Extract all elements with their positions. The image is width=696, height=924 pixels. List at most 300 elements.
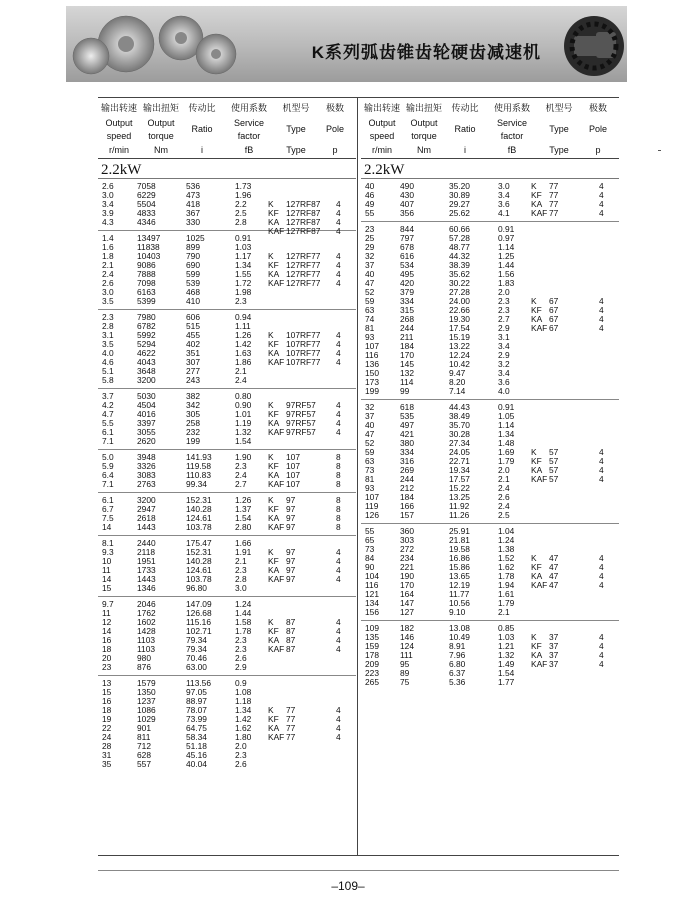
- model-size: 77: [286, 705, 296, 715]
- model-line: [361, 651, 619, 660]
- output-torque: 7980: [137, 312, 156, 322]
- model-series: KA: [268, 217, 280, 227]
- header-cn: 输出转速: [100, 103, 137, 113]
- service-factor: 0.80: [235, 391, 252, 401]
- model-size: 67: [549, 314, 559, 324]
- model-series: K: [268, 400, 274, 410]
- output-torque: 490: [400, 181, 414, 191]
- service-factor: 2.3: [235, 644, 247, 654]
- output-torque: 10403: [137, 251, 161, 261]
- service-factor: 1.79: [498, 456, 515, 466]
- service-factor: 1.24: [498, 535, 515, 545]
- output-torque: 5030: [137, 391, 156, 401]
- pole-count: 4: [599, 659, 604, 669]
- service-factor: 1.73: [235, 181, 252, 191]
- service-factor: 1.14: [498, 420, 515, 430]
- model-line: [361, 182, 619, 191]
- model-series: KAF: [268, 226, 285, 236]
- service-factor: 2.6: [235, 759, 247, 769]
- rating-group: [361, 179, 619, 222]
- ratio: 342: [186, 400, 200, 410]
- service-factor: 1.01: [235, 409, 252, 419]
- output-torque: 5504: [137, 199, 156, 209]
- output-speed: 2.8: [102, 321, 114, 331]
- model-size: 107RF77: [286, 339, 321, 349]
- model-size: 37: [549, 641, 559, 651]
- output-speed: 3.7: [102, 391, 114, 401]
- ratio: 9.47: [449, 368, 466, 378]
- output-speed: 107: [365, 492, 379, 502]
- model-list: [361, 633, 619, 669]
- rating-group: [98, 231, 356, 310]
- ratio: 330: [186, 217, 200, 227]
- output-torque: 557: [137, 759, 151, 769]
- header-en: Type: [549, 124, 569, 134]
- model-size: 77: [286, 732, 296, 742]
- header-cn: 极数: [325, 103, 344, 113]
- model-list: [98, 496, 356, 532]
- pole-count: 8: [336, 479, 341, 489]
- ratio: 367: [186, 208, 200, 218]
- service-factor: 2.1: [498, 474, 510, 484]
- model-series: KF: [268, 504, 279, 514]
- output-torque: 164: [400, 589, 414, 599]
- model-list: [361, 182, 619, 218]
- model-line: [361, 315, 619, 324]
- output-torque: 1428: [137, 626, 156, 636]
- ratio: 119.58: [186, 461, 211, 471]
- ratio: 45.16: [186, 750, 207, 760]
- header-en: Output speed: [368, 117, 396, 141]
- service-factor: 1.79: [498, 598, 515, 608]
- model-size: 77: [549, 190, 559, 200]
- output-torque: 303: [400, 535, 414, 545]
- output-speed: 81: [365, 323, 375, 333]
- header-en: Output torque: [410, 117, 438, 141]
- service-factor: 1.42: [235, 714, 252, 724]
- model-series: KF: [531, 641, 542, 651]
- ratio: 10.56: [449, 598, 470, 608]
- table-row: [361, 678, 619, 687]
- service-factor: 1.37: [235, 504, 252, 514]
- pole-count: 4: [599, 641, 604, 651]
- model-size: 97: [286, 565, 296, 575]
- output-speed: 73: [365, 544, 375, 554]
- pole-count: 4: [599, 190, 604, 200]
- output-torque: 1951: [137, 556, 156, 566]
- model-series: KA: [268, 635, 280, 645]
- service-factor: 2.1: [235, 556, 247, 566]
- ratio: 7.96: [449, 650, 466, 660]
- output-torque: 3326: [137, 461, 156, 471]
- output-torque: 212: [400, 483, 414, 493]
- service-factor: 2.8: [235, 574, 247, 584]
- output-speed: 37: [365, 411, 375, 421]
- service-factor: 1.55: [235, 269, 252, 279]
- model-series: K: [268, 705, 274, 715]
- output-speed: 28: [102, 741, 112, 751]
- output-speed: 18: [102, 644, 112, 654]
- ratio: 258: [186, 418, 200, 428]
- model-series: K: [268, 251, 274, 261]
- service-factor: 2.0: [498, 465, 510, 475]
- ratio: 11.26: [449, 510, 470, 520]
- ratio: 790: [186, 251, 200, 261]
- service-factor: 2.2: [235, 199, 247, 209]
- output-torque: 4043: [137, 357, 156, 367]
- model-series: KA: [531, 314, 543, 324]
- model-line: [98, 279, 356, 288]
- output-speed: 136: [365, 359, 379, 369]
- header-cell: [446, 101, 484, 158]
- output-torque: 4833: [137, 208, 156, 218]
- service-factor: 2.9: [498, 323, 510, 333]
- service-factor: 2.5: [235, 208, 247, 218]
- service-factor: 1.54: [498, 668, 515, 678]
- model-size: 37: [549, 650, 559, 660]
- pole-count: 4: [599, 474, 604, 484]
- model-line: [98, 505, 356, 514]
- ratio: 455: [186, 330, 200, 340]
- header-cell: [183, 101, 221, 158]
- service-factor: 0.91: [498, 402, 515, 412]
- model-size: 77: [286, 723, 296, 733]
- header-en: Service factor: [233, 117, 264, 141]
- model-series: K: [531, 632, 537, 642]
- ratio: 27.34: [449, 438, 470, 448]
- output-torque: 316: [400, 456, 414, 466]
- service-factor: 1.38: [498, 544, 515, 554]
- service-factor: 1.34: [235, 260, 252, 270]
- ratio: 24.05: [449, 447, 470, 457]
- ratio: 73.99: [186, 714, 207, 724]
- model-line: [98, 428, 356, 437]
- model-line: [98, 514, 356, 523]
- pole-count: 4: [336, 732, 341, 742]
- model-series: KA: [268, 565, 280, 575]
- ratio: 6.37: [449, 668, 466, 678]
- service-factor: 3.1: [498, 332, 510, 342]
- model-size: 107: [286, 470, 300, 480]
- output-speed: 40: [365, 420, 375, 430]
- model-series: KA: [268, 348, 280, 358]
- output-speed: 32: [365, 251, 375, 261]
- output-torque: 75: [400, 677, 410, 687]
- model-series: KAF: [268, 278, 285, 288]
- output-torque: 3055: [137, 427, 156, 437]
- header-unit: p: [332, 145, 338, 155]
- header-cn: 机型号: [545, 103, 573, 113]
- model-line: [361, 306, 619, 315]
- ratio: 152.31: [186, 495, 212, 505]
- header-cell: [361, 101, 403, 158]
- pole-count: 4: [336, 400, 341, 410]
- model-series: KF: [268, 409, 279, 419]
- output-torque: 244: [400, 323, 414, 333]
- model-series: KA: [531, 199, 543, 209]
- pole-count: 4: [599, 456, 604, 466]
- service-factor: 1.72: [235, 278, 252, 288]
- model-size: 47: [549, 553, 559, 563]
- model-series: K: [268, 199, 274, 209]
- ratio: 115.16: [186, 617, 211, 627]
- pole-count: 4: [336, 635, 341, 645]
- output-speed: 47: [365, 278, 375, 288]
- output-torque: 184: [400, 492, 414, 502]
- service-factor: 1.44: [498, 260, 515, 270]
- output-torque: 421: [400, 429, 414, 439]
- output-torque: 1579: [137, 678, 156, 688]
- service-factor: 3.4: [498, 341, 510, 351]
- ratio: 16.86: [449, 553, 470, 563]
- model-series: KF: [268, 714, 279, 724]
- pole-count: 4: [336, 547, 341, 557]
- output-speed: 93: [365, 332, 375, 342]
- model-series: KA: [268, 418, 280, 428]
- ratio: 110.83: [186, 470, 211, 480]
- ratio: 17.54: [449, 323, 470, 333]
- output-speed: 5.5: [102, 418, 114, 428]
- service-factor: 3.4: [498, 368, 510, 378]
- output-speed: 25: [365, 233, 375, 243]
- model-line: [361, 457, 619, 466]
- output-torque: 111: [400, 650, 413, 660]
- output-torque: 497: [400, 420, 414, 430]
- ratio: 15.22: [449, 483, 470, 493]
- model-series: KAF: [268, 574, 285, 584]
- output-torque: 147: [400, 598, 414, 608]
- service-factor: 2.0: [498, 287, 510, 297]
- model-size: 127RF77: [286, 269, 321, 279]
- ratio: 12.19: [449, 580, 470, 590]
- header-unit: Nm: [154, 145, 168, 155]
- header-cell: [403, 101, 445, 158]
- model-line: [98, 496, 356, 505]
- output-torque: 5992: [137, 330, 156, 340]
- table-row: [98, 437, 356, 446]
- rating-group: [361, 621, 619, 690]
- output-torque: 2763: [137, 479, 156, 489]
- model-list: [361, 297, 619, 333]
- pole-count: 4: [599, 580, 604, 590]
- pole-count: 4: [599, 296, 604, 306]
- service-factor: 2.1: [498, 607, 510, 617]
- output-torque: 2440: [137, 538, 156, 548]
- output-speed: 134: [365, 598, 379, 608]
- ratio: 899: [186, 242, 200, 252]
- service-factor: 1.08: [235, 687, 252, 697]
- output-speed: 81: [365, 474, 375, 484]
- model-size: 97: [286, 547, 296, 557]
- output-speed: 199: [365, 386, 379, 396]
- rating-group: [98, 536, 356, 597]
- output-torque: 4504: [137, 400, 156, 410]
- model-line: [361, 563, 619, 572]
- model-list: [98, 331, 356, 367]
- model-size: 107: [286, 479, 300, 489]
- output-torque: 166: [400, 501, 414, 511]
- output-torque: 1762: [137, 608, 156, 618]
- model-size: 77: [549, 208, 559, 218]
- model-size: 97: [286, 513, 296, 523]
- model-size: 107RF77: [286, 330, 321, 340]
- output-torque: 4622: [137, 348, 156, 358]
- output-torque: 356: [400, 208, 414, 218]
- output-torque: 132: [400, 368, 414, 378]
- model-line: [361, 642, 619, 651]
- output-speed: 63: [365, 305, 375, 315]
- output-speed: 63: [365, 456, 375, 466]
- header-cn: 输出扭矩: [142, 103, 179, 113]
- output-torque: 360: [400, 526, 414, 536]
- service-factor: 3.0: [235, 583, 247, 593]
- service-factor: 1.26: [235, 495, 252, 505]
- service-factor: 0.90: [235, 400, 252, 410]
- model-size: 67: [549, 305, 559, 315]
- ratio: 44.32: [449, 251, 470, 261]
- model-series: KF: [268, 626, 279, 636]
- output-torque: 1350: [137, 687, 156, 697]
- service-factor: 1.11: [235, 321, 251, 331]
- service-factor: 2.3: [235, 635, 247, 645]
- service-factor: 1.24: [235, 599, 252, 609]
- output-speed: 8.1: [102, 538, 114, 548]
- output-torque: 268: [400, 314, 414, 324]
- service-factor: 1.86: [235, 357, 252, 367]
- output-speed: 9.7: [102, 599, 114, 609]
- output-speed: 93: [365, 483, 375, 493]
- output-speed: 52: [365, 438, 375, 448]
- rating-group: [361, 222, 619, 400]
- service-factor: 1.62: [498, 562, 515, 572]
- output-speed: 2.6: [102, 181, 114, 191]
- ratio: 126.68: [186, 608, 212, 618]
- table-row: [361, 608, 619, 617]
- ratio: 690: [186, 260, 200, 270]
- model-list: [98, 453, 356, 489]
- output-torque: 3648: [137, 366, 156, 376]
- model-size: 97: [286, 504, 296, 514]
- pole-count: 4: [599, 323, 604, 333]
- pole-count: 4: [336, 427, 341, 437]
- service-factor: 1.61: [498, 589, 515, 599]
- header-unit: p: [595, 145, 601, 155]
- output-torque: 145: [400, 359, 414, 369]
- left-column: [98, 98, 356, 855]
- output-speed: 4.7: [102, 409, 114, 419]
- service-factor: 1.05: [498, 411, 515, 421]
- output-torque: 2046: [137, 599, 156, 609]
- model-line: [361, 324, 619, 333]
- service-factor: 1.78: [498, 571, 515, 581]
- service-factor: 1.03: [235, 242, 252, 252]
- output-speed: 3.5: [102, 339, 114, 349]
- model-list: [361, 448, 619, 484]
- output-speed: 15: [102, 583, 112, 593]
- model-series: KF: [268, 208, 279, 218]
- output-speed: 4.6: [102, 357, 114, 367]
- output-torque: 89: [400, 668, 410, 678]
- ratio: 515: [186, 321, 200, 331]
- ratio: 147.09: [186, 599, 212, 609]
- ratio: 51.18: [186, 741, 207, 751]
- model-size: 47: [549, 571, 559, 581]
- service-factor: 2.3: [235, 296, 247, 306]
- model-size: 87: [286, 635, 296, 645]
- output-torque: 269: [400, 465, 414, 475]
- model-size: 127RF77: [286, 251, 321, 261]
- model-series: KA: [531, 571, 543, 581]
- ratio: 79.34: [186, 635, 207, 645]
- output-speed: 116: [365, 580, 379, 590]
- pole-count: 4: [336, 556, 341, 566]
- table-row: [98, 663, 356, 672]
- ratio: 402: [186, 339, 200, 349]
- output-torque: 170: [400, 350, 414, 360]
- model-series: KA: [531, 650, 543, 660]
- output-torque: 1443: [137, 574, 156, 584]
- service-factor: 1.69: [498, 447, 515, 457]
- model-line: [361, 554, 619, 563]
- model-line: [98, 358, 356, 367]
- output-torque: 334: [400, 296, 414, 306]
- service-factor: 1.96: [235, 190, 252, 200]
- output-torque: 901: [137, 723, 151, 733]
- output-speed: 19: [102, 714, 112, 724]
- model-size: 97RF57: [286, 409, 316, 419]
- ratio: 152.31: [186, 547, 212, 557]
- pole-count: 4: [599, 632, 604, 642]
- ratio: 17.57: [449, 474, 470, 484]
- ratio: 25.91: [449, 526, 470, 536]
- output-speed: 10: [102, 556, 112, 566]
- output-speed: 6.1: [102, 495, 114, 505]
- model-series: KAF: [531, 474, 548, 484]
- service-factor: 2.3: [235, 750, 247, 760]
- output-speed: 55: [365, 208, 375, 218]
- output-torque: 2118: [137, 547, 156, 557]
- service-factor: 1.18: [235, 696, 252, 706]
- ratio: 29.27: [449, 199, 470, 209]
- service-factor: 3.6: [498, 377, 510, 387]
- ratio: 10.49: [449, 632, 470, 642]
- service-factor: 3.2: [498, 359, 510, 369]
- output-torque: 3200: [137, 375, 156, 385]
- ratio: 38.39: [449, 260, 470, 270]
- header-cell: [488, 101, 536, 158]
- service-factor: 2.1: [235, 366, 247, 376]
- output-torque: 7058: [137, 181, 156, 191]
- rating-group: [98, 310, 356, 389]
- output-torque: 844: [400, 224, 414, 234]
- output-speed: 40: [365, 181, 375, 191]
- ratio: 35.70: [449, 420, 470, 430]
- rating-group: [98, 597, 356, 676]
- pole-count: 4: [336, 565, 341, 575]
- service-factor: 2.4: [498, 483, 510, 493]
- output-torque: 420: [400, 278, 414, 288]
- model-line: [98, 733, 356, 742]
- model-list: [98, 252, 356, 288]
- ratio: 11.92: [449, 501, 470, 511]
- pole-count: 4: [336, 357, 341, 367]
- service-factor: 1.25: [498, 251, 515, 261]
- model-line: [361, 572, 619, 581]
- ratio: 64.75: [186, 723, 207, 733]
- ratio: 40.04: [186, 759, 207, 769]
- output-speed: 49: [365, 199, 375, 209]
- model-size: 87: [286, 626, 296, 636]
